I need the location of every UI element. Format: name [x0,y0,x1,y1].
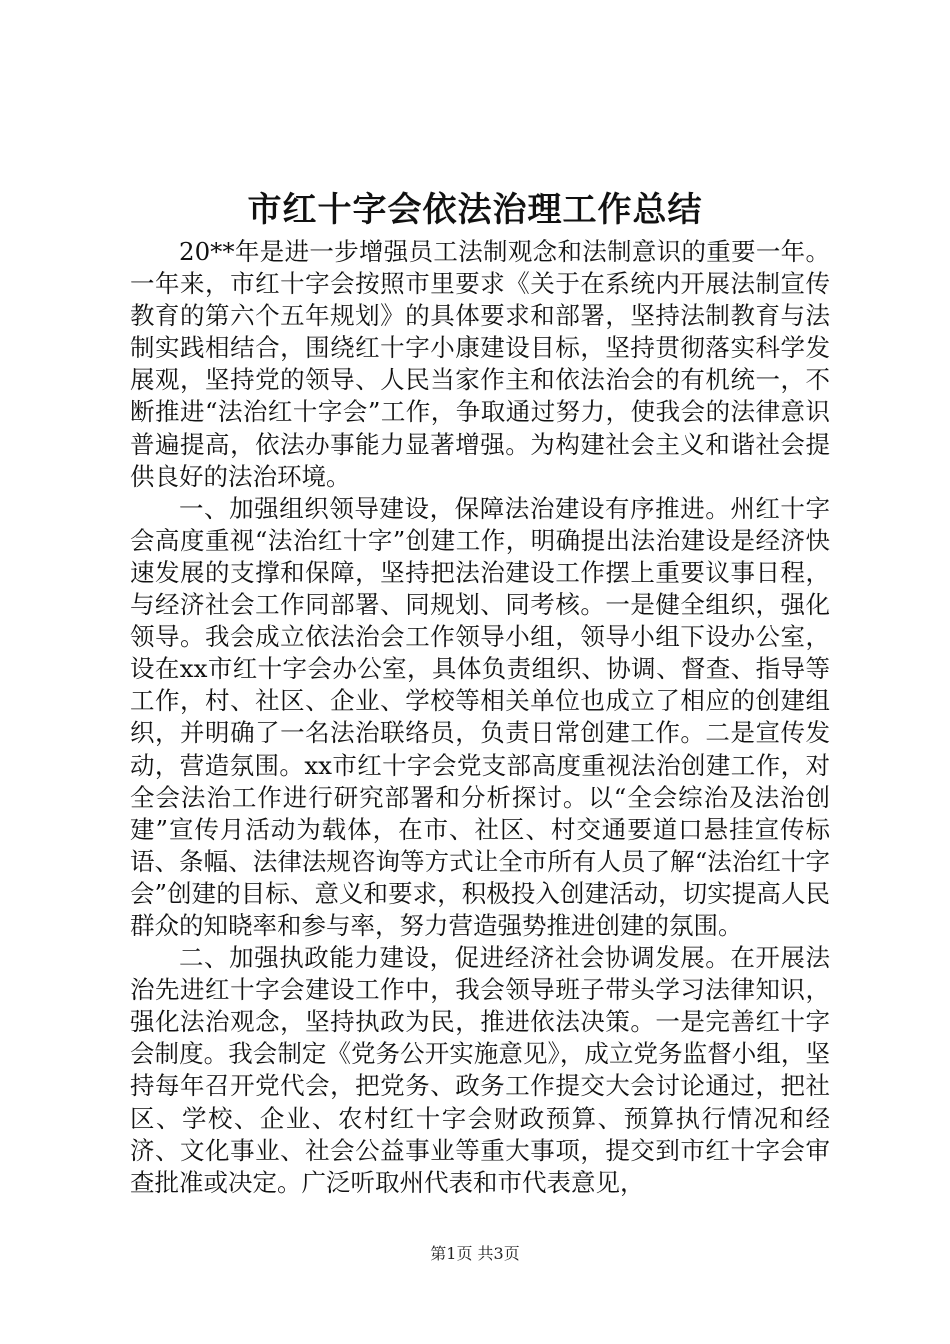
page-total: 共3页 [477,1244,520,1263]
paragraph-section-1: 一、加强组织领导建设，保障法治建设有序推进。州红十字会高度重视“法治红十字”创建工作，明确提出法治建设是经济快速发展的支撑和保障，坚持把法治建设工作摆上重要议事日程，与经济社会工作同部署、同规划、同考核。一是健全组织，强化领导。我会成立依法治会工作领导小组，领导小组下设办公室，设在xx市红十字会办公室，具体负责组织、协调、督查、指导等工作，村、社区、企业、学校等相关单位也成立了相应的创建组织，并明确了一名法治联络员，负责日常创建工作。二是宣传发动，营造氛围。xx市红十字会党支部高度重视法治创建工作，对全会法治工作进行研究部署和分析探讨。以“全会综治及法治创建”宣传月活动为载体，在市、社区、村交通要道口悬挂宣传标语、条幅、法律法规咨询等方式让全市所有人员了解“法治红十字会”创建的目标、意义和要求，积极投入创建活动，切实提高人民群众的知晓率和参与率，努力营造强势推进创建的氛围。 [130,493,830,940]
paragraph-intro: 20**年是进一步增强员工法制观念和法制意识的重要一年。一年来，市红十字会按照市里要求《关于在系统内开展法制宣传教育的第六个五年规划》的具体要求和部署，坚持法制教育与法制实践相结合，围绕红十字小康建设目标，坚持贯彻落实科学发展观，坚持党的领导、人民当家作主和依法治会的有机统一，不断推进“法治红十字会”工作，争取通过努力，使我会的法律意识普遍提高，依法办事能力显著增强。为构建社会主义和谐社会提供良好的法治环境。 [130,237,830,491]
document-body [130,236,830,1199]
document-title: 市红十字会依法治理工作总结 [247,190,703,230]
paragraph-section-2: 二、加强执政能力建设，促进经济社会协调发展。在开展法治先进红十字会建设工作中，我会领导班子带头学习法律知识，强化法治观念，坚持执政为民，推进依法决策。一是完善红十字会制度。我会制定《党务公开实施意见》，成立党务监督小组，坚持每年召开党代会，把党务、政务工作提交大会讨论通过，把社区、学校、企业、农村红十字会财政预算、预算执行情况和经济、文化事业、社会公益事业等重大事项，提交到市红十字会审查批准或决定。广泛听取州代表和市代表意见， [130,943,830,1197]
page-number: 第1页 [430,1244,473,1263]
page-footer [0,1244,950,1264]
